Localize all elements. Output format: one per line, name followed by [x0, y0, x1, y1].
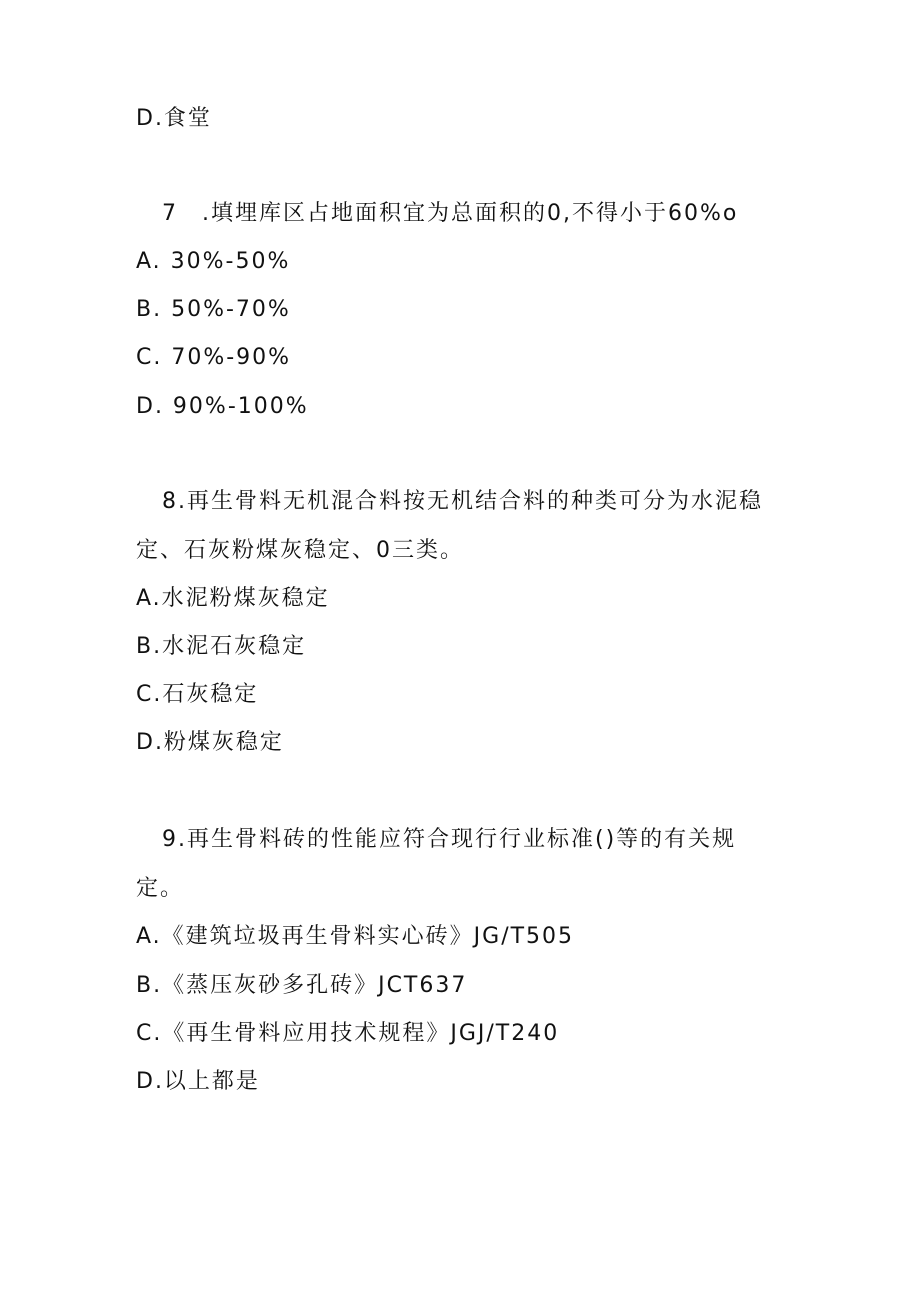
q9-option-b: B.《蒸压灰砂多孔砖》JCT637	[136, 973, 468, 998]
q8-option-d: D.粉煤灰稳定	[136, 730, 284, 755]
q9-option-d: D.以上都是	[136, 1069, 260, 1094]
q9-option-a: A.《建筑垃圾再生骨料实心砖》JG/T505	[136, 924, 575, 949]
q9-stem-line2: 定。	[136, 876, 185, 901]
q7-option-c: C. 70%-90%	[136, 345, 292, 370]
q8-option-a: A.水泥粉煤灰稳定	[136, 586, 330, 611]
q9-stem-line1: 9.再生骨料砖的性能应符合现行行业标准()等的有关规	[162, 827, 737, 852]
q7-option-d: D. 90%-100%	[136, 394, 309, 419]
q8-option-c: C.石灰稳定	[136, 682, 259, 707]
q8-option-b: B.水泥石灰稳定	[136, 634, 307, 659]
q9-option-c: C.《再生骨料应用技术规程》JGJ/T240	[136, 1021, 560, 1046]
q7-option-a: A. 30%-50%	[136, 249, 291, 274]
q8-stem-line2: 定、石灰粉煤灰稳定、0三类。	[136, 538, 464, 563]
q7-stem: 7 .填埋库区占地面积宜为总面积的0,不得小于60%o	[162, 201, 739, 226]
q7-option-b: B. 50%-70%	[136, 297, 291, 322]
q6-option-d: D.食堂	[136, 106, 212, 131]
q8-stem-line1: 8.再生骨料无机混合料按无机结合料的种类可分为水泥稳	[162, 489, 763, 514]
